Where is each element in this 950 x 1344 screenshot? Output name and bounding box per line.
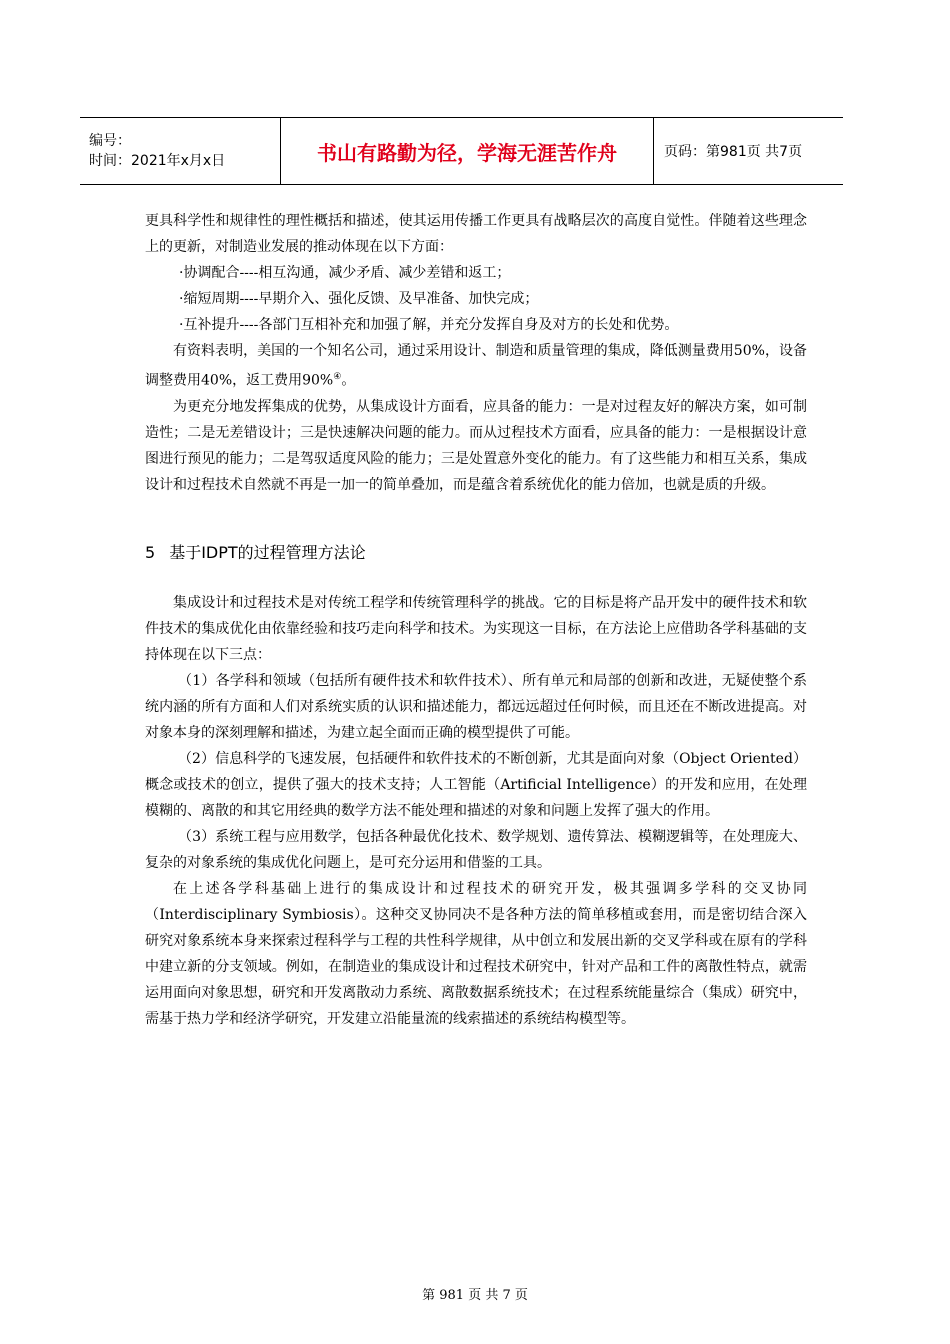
section-number: 5 bbox=[145, 543, 156, 562]
section-5-heading bbox=[145, 540, 807, 566]
paragraph: 在上述各学科基础上进行的集成设计和过程技术的研究开发，极其强调多学科的交叉协同（Interdisciplinary Symbiosis）。这种交叉协同决不是各种方法的简单移植或套用，而是密切结合深入研究对象系统本身来探索过程科学与工程的共性科学规律，从中创立和发展出新的交叉学科或在原有的学科中建立新的分支领域。例如，在制造业的集成设计和过程技术研究中，针对产品和工件的离散性特点，就需运用面向对象思想，研究和开发离散动力系统、离散数据系统技术；在过程系统能量综合（集成）研究中，需基于热力学和经济学研究，开发建立沿能量流的线索描述的系统结构模型等。 bbox=[145, 881, 807, 1027]
section-1-text bbox=[145, 208, 807, 498]
footnote-marker: ④ bbox=[333, 372, 342, 382]
paragraph: 集成设计和过程技术是对传统工程学和传统管理科学的挑战。它的目标是将产品开发中的硬件技术和软件技术的集成优化由依靠经验和技巧走向科学和技术。为实现这一目标，在方法论上应借助各学科基础的支持体现在以下三点： bbox=[145, 595, 807, 663]
paragraph bbox=[145, 338, 807, 394]
section-title: 基于IDPT的过程管理方法论 bbox=[169, 543, 366, 562]
paragraph: 为更充分地发挥集成的优势，从集成设计方面看，应具备的能力：一是对过程友好的解决方案，如可制造性；二是无差错设计；三是快速解决问题的能力。而从过程技术方面看，应具备的能力：一是根据设计意图进行预见的能力；二是驾驭适度风险的能力；三是处置意外变化的能力。有了这些能力和相互关系，集成设计和过程技术自然就不再是一加一的简单叠加，而是蕴含着系统优化的能力倍加，也就是质的升级。 bbox=[145, 398, 807, 493]
footer-page-number: 第 981 页 共 7 页 bbox=[422, 1288, 528, 1303]
list-item: （1）各学科和领域（包括所有硬件技术和软件技术）、所有单元和局部的创新和改进，无疑使整个系统内涵的所有方面和人们对系统实质的认识和描述能力，都远远超过任何时候，而且还在不断改进提高。对对象本身的深刻理解和描述，为建立起全面而正确的模型提供了可能。 bbox=[145, 673, 807, 741]
header-motto-cell bbox=[281, 118, 654, 184]
bullet-item: ·互补提升----各部门互相补充和加强了解，并充分发挥自身及对方的长处和优势。 bbox=[179, 317, 679, 333]
paragraph: 更具科学性和规律性的理性概括和描述，使其运用传播工作更具有战略层次的高度自觉性。伴随着这些理念上的更新，对制造业发展的推动体现在以下方面： bbox=[145, 213, 807, 255]
bullet-item: ·协调配合----相互沟通，减少矛盾、减少差错和返工； bbox=[179, 265, 511, 281]
section-heading bbox=[145, 540, 807, 566]
bullet-item: ·缩短周期----早期介入、强化反馈、及早准备、加快完成； bbox=[179, 291, 539, 307]
header-motto: 书山有路勤为径，学海无涯苦作舟 bbox=[317, 140, 617, 165]
header-page-cell bbox=[654, 118, 843, 184]
header-meta bbox=[80, 118, 281, 184]
section-5-text bbox=[145, 590, 807, 1032]
paragraph-text: 有资料表明，美国的一个知名公司，通过采用设计、制造和质量管理的集成，降低测量费用50%，设备调整费用40%，返工费用90% bbox=[145, 343, 807, 389]
paragraph-end: 。 bbox=[341, 372, 356, 389]
list-item: （2）信息科学的飞速发展，包括硬件和软件技术的不断创新，尤其是面向对象（Object Oriented）概念或技术的创立，提供了强大的技术支持；人工智能（Artificial Intelligence）的开发和应用，在处理模糊的、离散的和其它用经典的数学方法不能处理和描述的对象和问题上发挥了强大的作用。 bbox=[145, 751, 807, 819]
header-page-label: 页码：第981页 共7页 bbox=[664, 144, 803, 160]
page-footer bbox=[0, 1284, 950, 1303]
list-item: （3）系统工程与应用数学，包括各种最优化技术、数学规划、遗传算法、模糊逻辑等，在处理庞大、复杂的对象系统的集成优化问题上，是可充分运用和借鉴的工具。 bbox=[145, 829, 807, 871]
page-header bbox=[80, 117, 843, 185]
number-label: 编号： bbox=[89, 133, 131, 149]
time-label: 时间：2021年x月x日 bbox=[89, 153, 226, 169]
